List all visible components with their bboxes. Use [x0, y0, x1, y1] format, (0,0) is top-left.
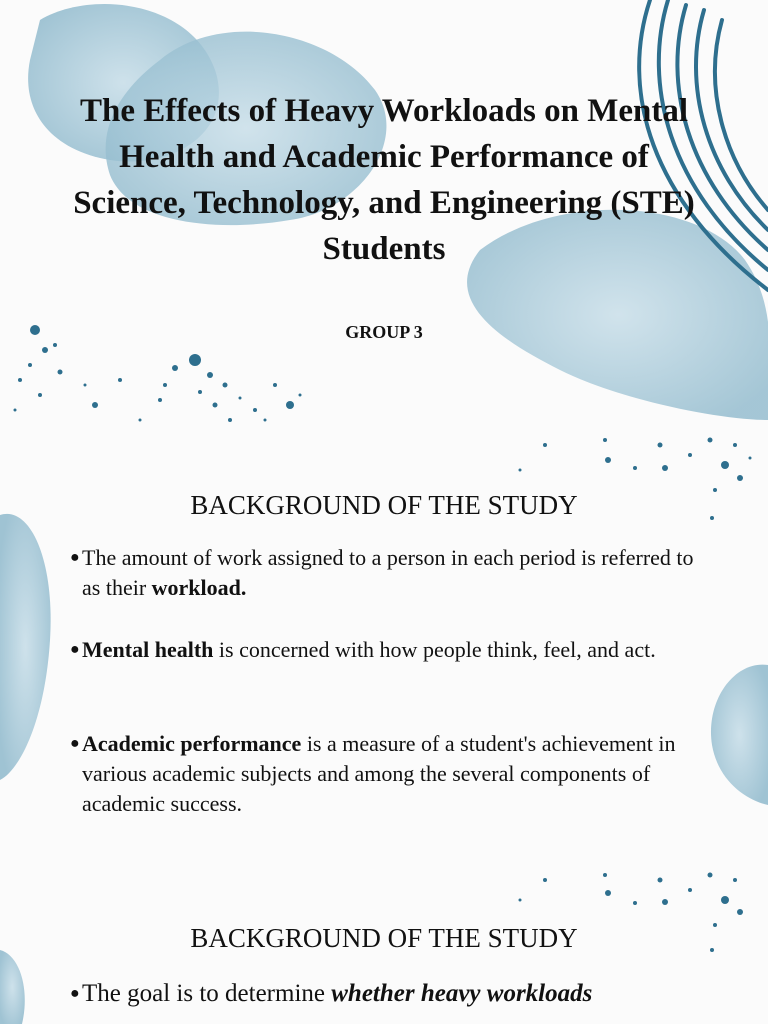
arc-line [715, 20, 768, 210]
bullet-dot-icon: ● [70, 549, 80, 566]
bullet-dot-icon: ● [70, 641, 80, 658]
bullet-item: ● Academic performance is a measure of a student's achievement in various academic subjects and among the several components of academic success. [70, 731, 676, 816]
bullet-dot-icon: ● [70, 735, 80, 752]
section-heading: BACKGROUND OF THE STUDY [190, 923, 578, 953]
watercolor-blob [0, 514, 51, 780]
bullet-item: ● Mental health is concerned with how people think, feel, and act. [70, 635, 710, 665]
slide-title: The Effects of Heavy Workloads on Mental Health and Academic Performance of Science, Technology, and Engineering (STE) Students [73, 93, 695, 267]
section-heading: BACKGROUND OF THE STUDY [190, 490, 578, 520]
watercolor-blob [0, 950, 25, 1024]
watercolor-blob [711, 665, 768, 805]
bullet-item: ● The goal is to determine whether heavy workloads [70, 977, 710, 1011]
bullet-item: ● The amount of work assigned to a person in each period is referred to as their workload. [70, 545, 694, 600]
bullet-dot-icon: ● [70, 985, 80, 1002]
slide-subtitle: GROUP 3 [345, 322, 423, 342]
